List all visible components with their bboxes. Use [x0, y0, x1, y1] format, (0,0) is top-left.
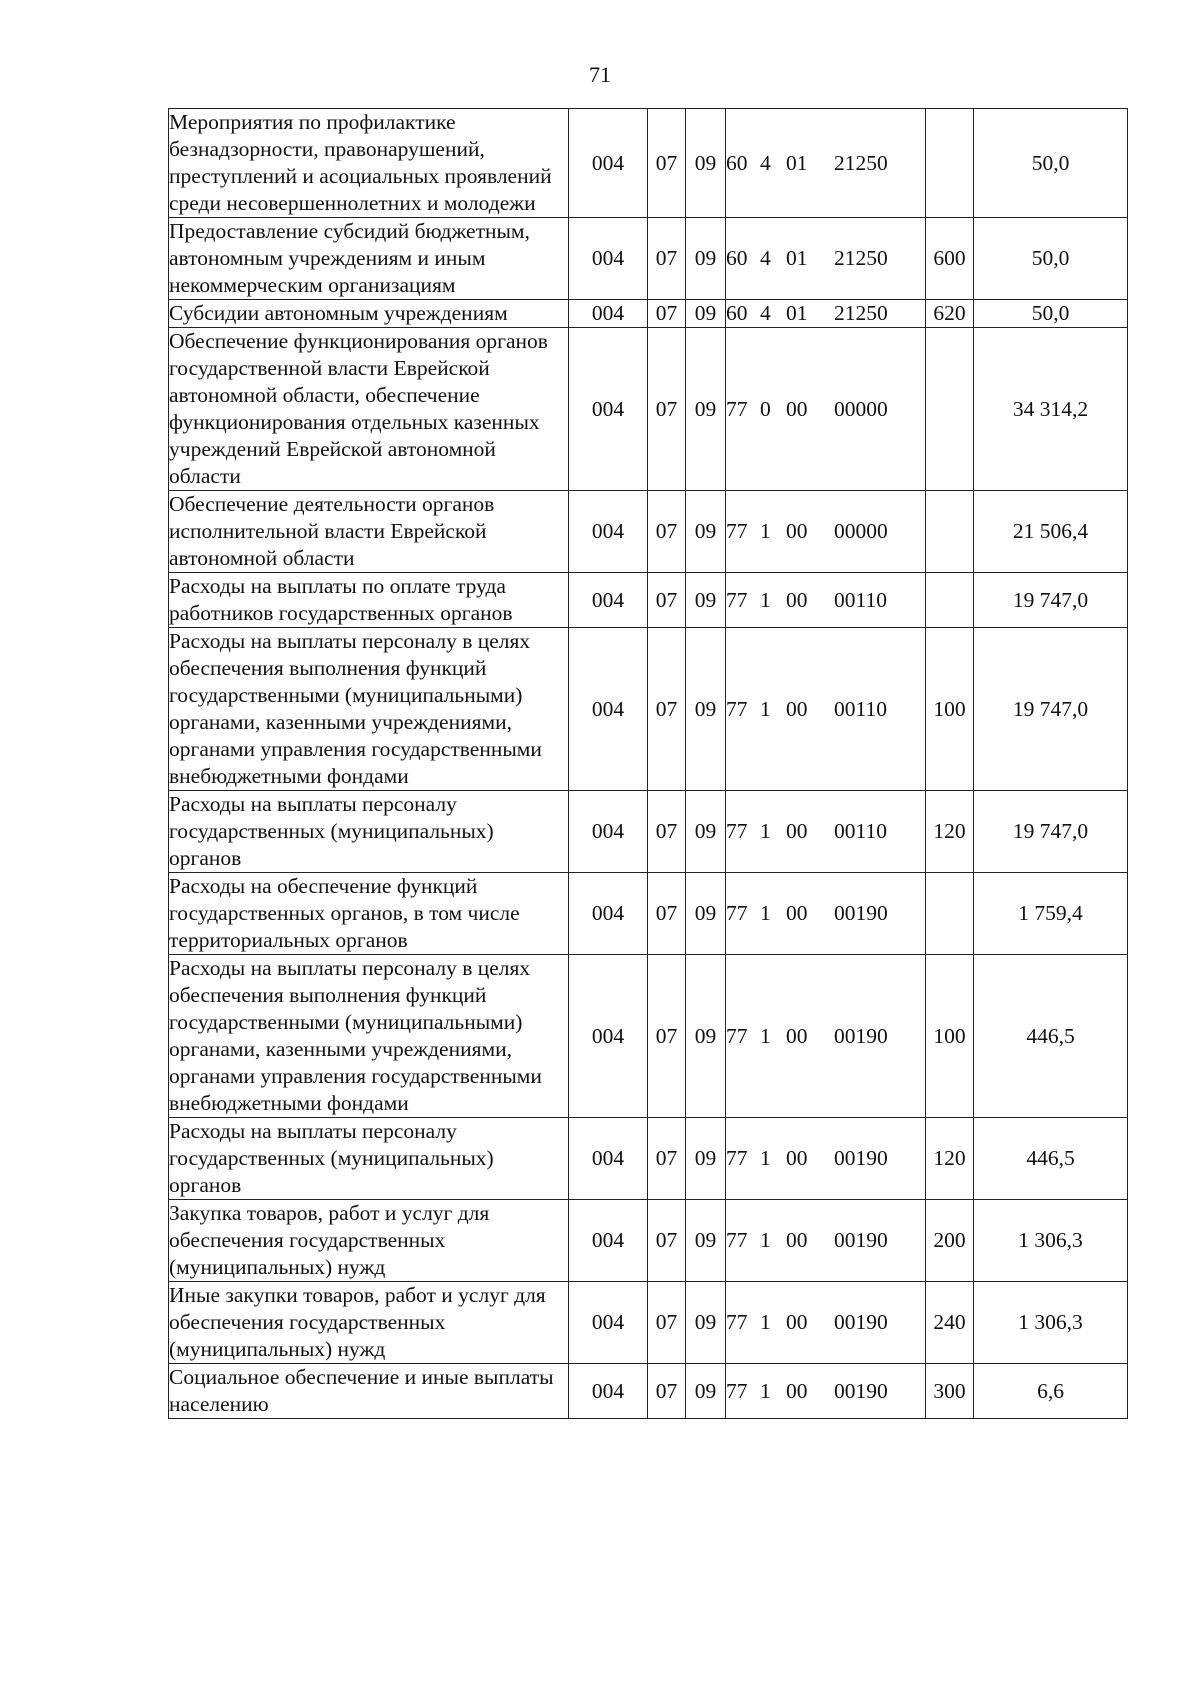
event-code: 00: [786, 696, 808, 721]
ministry-code-cell: 004: [569, 791, 648, 873]
subsection-code-cell: 09: [686, 1364, 726, 1419]
section-code-cell: 07: [648, 1200, 686, 1282]
direction-code: 00110: [834, 587, 887, 612]
target-article-cell: [726, 573, 926, 628]
target-article-cell: [726, 628, 926, 791]
row-name-cell: Расходы на выплаты по оплате труда работников государственных органов: [169, 573, 569, 628]
event-code: 00: [786, 1228, 808, 1252]
subsection-code-cell: 09: [686, 328, 726, 491]
event-code: 00: [786, 1378, 808, 1403]
direction-code: 00110: [834, 696, 887, 721]
subprogram-code: 1: [760, 587, 771, 612]
row-name-cell: Субсидии автономным учреждениям: [169, 300, 569, 328]
ministry-code-cell: 004: [569, 955, 648, 1118]
subsection-code-cell: 09: [686, 218, 726, 300]
subprogram-code: 1: [760, 1378, 771, 1403]
expense-type-cell: 240: [926, 1282, 974, 1364]
event-code: 00: [786, 1310, 808, 1334]
amount-cell: 446,5: [974, 955, 1128, 1118]
expense-type-cell: 100: [926, 628, 974, 791]
section-code-cell: 07: [648, 1118, 686, 1200]
target-article-cell: [726, 791, 926, 873]
direction-code: 21250: [834, 246, 888, 270]
subprogram-code: 4: [760, 246, 771, 270]
section-code-cell: 07: [648, 873, 686, 955]
subsection-code-cell: 09: [686, 491, 726, 573]
event-code: 00: [786, 519, 808, 543]
table-row: [169, 1200, 1128, 1282]
target-article-cell: [726, 491, 926, 573]
table-row: [169, 218, 1128, 300]
event-code: 00: [786, 1023, 808, 1048]
amount-cell: 1 759,4: [974, 873, 1128, 955]
ministry-code-cell: 004: [569, 1200, 648, 1282]
section-code-cell: 07: [648, 300, 686, 328]
target-article-cell: [726, 1282, 926, 1364]
amount-cell: 19 747,0: [974, 628, 1128, 791]
target-article-cell: [726, 218, 926, 300]
row-name-cell: Социальное обеспечение и иные выплаты населению: [169, 1364, 569, 1419]
expense-type-cell: [926, 109, 974, 218]
expense-type-cell: 120: [926, 1118, 974, 1200]
direction-code: 00190: [834, 901, 888, 925]
subsection-code-cell: 09: [686, 109, 726, 218]
direction-code: 00190: [834, 1228, 888, 1252]
table-row: [169, 491, 1128, 573]
ministry-code-cell: 004: [569, 300, 648, 328]
subprogram-code: 1: [760, 696, 771, 721]
subsection-code-cell: 09: [686, 628, 726, 791]
row-name-cell: Расходы на выплаты персоналу государственных (муниципальных) органов: [169, 1118, 569, 1200]
program-code: 60: [726, 301, 748, 325]
target-article-cell: [726, 300, 926, 328]
program-code: 77: [726, 519, 748, 543]
amount-cell: 6,6: [974, 1364, 1128, 1419]
target-article-cell: [726, 1364, 926, 1419]
subprogram-code: 0: [760, 396, 771, 421]
section-code-cell: 07: [648, 791, 686, 873]
direction-code: 00000: [834, 396, 888, 421]
table-row: [169, 1282, 1128, 1364]
row-name-cell: Предоставление субсидий бюджетным, автономным учреждениям и иным некоммерческим организациям: [169, 218, 569, 300]
program-code: 77: [726, 587, 748, 612]
row-name-cell: Мероприятия по профилактике безнадзорности, правонарушений, преступлений и асоциальных проявлений среди несовершеннолетних и молодежи: [169, 109, 569, 218]
ministry-code-cell: 004: [569, 1364, 648, 1419]
ministry-code-cell: 004: [569, 218, 648, 300]
table-row: [169, 628, 1128, 791]
program-code: 77: [726, 1023, 748, 1048]
table-row: [169, 328, 1128, 491]
expense-type-cell: 120: [926, 791, 974, 873]
expense-type-cell: [926, 573, 974, 628]
row-name-cell: Расходы на выплаты персоналу государственных (муниципальных) органов: [169, 791, 569, 873]
expense-type-cell: [926, 491, 974, 573]
program-code: 77: [726, 819, 748, 843]
ministry-code-cell: 004: [569, 491, 648, 573]
section-code-cell: 07: [648, 328, 686, 491]
section-code-cell: 07: [648, 491, 686, 573]
program-code: 77: [726, 696, 748, 721]
target-article-cell: [726, 955, 926, 1118]
event-code: 00: [786, 587, 808, 612]
subprogram-code: 1: [760, 1146, 771, 1170]
event-code: 01: [786, 301, 808, 325]
row-name-cell: Обеспечение функционирования органов государственной власти Еврейской автономной области, обеспечение функционирования отдельных казенных учреждений Еврейской автономной области: [169, 328, 569, 491]
direction-code: 00000: [834, 519, 888, 543]
subsection-code-cell: 09: [686, 300, 726, 328]
event-code: 00: [786, 819, 808, 843]
expense-type-cell: [926, 873, 974, 955]
target-article-cell: [726, 328, 926, 491]
row-name-cell: Закупка товаров, работ и услуг для обеспечения государственных (муниципальных) нужд: [169, 1200, 569, 1282]
program-code: 77: [726, 1378, 748, 1403]
section-code-cell: 07: [648, 628, 686, 791]
program-code: 77: [726, 1228, 748, 1252]
ministry-code-cell: 004: [569, 328, 648, 491]
amount-cell: 50,0: [974, 300, 1128, 328]
program-code: 60: [726, 150, 748, 175]
row-name-cell: Расходы на обеспечение функций государственных органов, в том числе территориальных органов: [169, 873, 569, 955]
target-article-cell: [726, 109, 926, 218]
section-code-cell: 07: [648, 1282, 686, 1364]
subprogram-code: 1: [760, 1310, 771, 1334]
section-code-cell: 07: [648, 1364, 686, 1419]
row-name-cell: Обеспечение деятельности органов исполнительной власти Еврейской автономной области: [169, 491, 569, 573]
subsection-code-cell: 09: [686, 955, 726, 1118]
expense-type-cell: 300: [926, 1364, 974, 1419]
subprogram-code: 1: [760, 1023, 771, 1048]
table-body: [169, 109, 1128, 1419]
table-row: [169, 1118, 1128, 1200]
amount-cell: 50,0: [974, 109, 1128, 218]
direction-code: 00190: [834, 1310, 888, 1334]
expense-type-cell: 100: [926, 955, 974, 1118]
subsection-code-cell: 09: [686, 873, 726, 955]
subsection-code-cell: 09: [686, 1118, 726, 1200]
amount-cell: 1 306,3: [974, 1282, 1128, 1364]
program-code: 77: [726, 396, 748, 421]
direction-code: 00190: [834, 1378, 888, 1403]
direction-code: 21250: [834, 150, 888, 175]
subsection-code-cell: 09: [686, 1282, 726, 1364]
table-row: [169, 873, 1128, 955]
event-code: 00: [786, 1146, 808, 1170]
table-row: [169, 573, 1128, 628]
amount-cell: 1 306,3: [974, 1200, 1128, 1282]
program-code: 77: [726, 1146, 748, 1170]
amount-cell: 50,0: [974, 218, 1128, 300]
subprogram-code: 4: [760, 150, 771, 175]
target-article-cell: [726, 873, 926, 955]
budget-table: [168, 108, 1128, 1419]
ministry-code-cell: 004: [569, 628, 648, 791]
program-code: 77: [726, 901, 748, 925]
expense-type-cell: 200: [926, 1200, 974, 1282]
direction-code: 21250: [834, 301, 888, 325]
row-name-cell: Иные закупки товаров, работ и услуг для обеспечения государственных (муниципальных) нужд: [169, 1282, 569, 1364]
amount-cell: 19 747,0: [974, 791, 1128, 873]
expense-type-cell: [926, 328, 974, 491]
event-code: 01: [786, 246, 808, 270]
section-code-cell: 07: [648, 109, 686, 218]
ministry-code-cell: 004: [569, 873, 648, 955]
direction-code: 00190: [834, 1146, 888, 1170]
ministry-code-cell: 004: [569, 1118, 648, 1200]
program-code: 60: [726, 246, 748, 270]
amount-cell: 19 747,0: [974, 573, 1128, 628]
expense-type-cell: 600: [926, 218, 974, 300]
subsection-code-cell: 09: [686, 1200, 726, 1282]
table-row: [169, 109, 1128, 218]
ministry-code-cell: 004: [569, 573, 648, 628]
direction-code: 00190: [834, 1023, 888, 1048]
subprogram-code: 4: [760, 301, 771, 325]
table-row: [169, 791, 1128, 873]
section-code-cell: 07: [648, 573, 686, 628]
event-code: 00: [786, 396, 808, 421]
subprogram-code: 1: [760, 819, 771, 843]
subprogram-code: 1: [760, 1228, 771, 1252]
table-row: [169, 955, 1128, 1118]
page-number: 71: [589, 62, 611, 87]
subsection-code-cell: 09: [686, 573, 726, 628]
amount-cell: 34 314,2: [974, 328, 1128, 491]
program-code: 77: [726, 1310, 748, 1334]
section-code-cell: 07: [648, 218, 686, 300]
table-row: [169, 1364, 1128, 1419]
ministry-code-cell: 004: [569, 109, 648, 218]
amount-cell: 446,5: [974, 1118, 1128, 1200]
event-code: 01: [786, 150, 808, 175]
subprogram-code: 1: [760, 901, 771, 925]
direction-code: 00110: [834, 819, 887, 843]
subprogram-code: 1: [760, 519, 771, 543]
expense-type-cell: 620: [926, 300, 974, 328]
table-row: [169, 300, 1128, 328]
subsection-code-cell: 09: [686, 791, 726, 873]
ministry-code-cell: 004: [569, 1282, 648, 1364]
amount-cell: 21 506,4: [974, 491, 1128, 573]
section-code-cell: 07: [648, 955, 686, 1118]
target-article-cell: [726, 1200, 926, 1282]
row-name-cell: Расходы на выплаты персоналу в целях обеспечения выполнения функций государственными (муниципальными) органами, казенными учреждениями, органами управления государственными внебюджетными фондами: [169, 628, 569, 791]
event-code: 00: [786, 901, 808, 925]
row-name-cell: Расходы на выплаты персоналу в целях обеспечения выполнения функций государственными (муниципальными) органами, казенными учреждениями, органами управления государственными внебюджетными фондами: [169, 955, 569, 1118]
target-article-cell: [726, 1118, 926, 1200]
